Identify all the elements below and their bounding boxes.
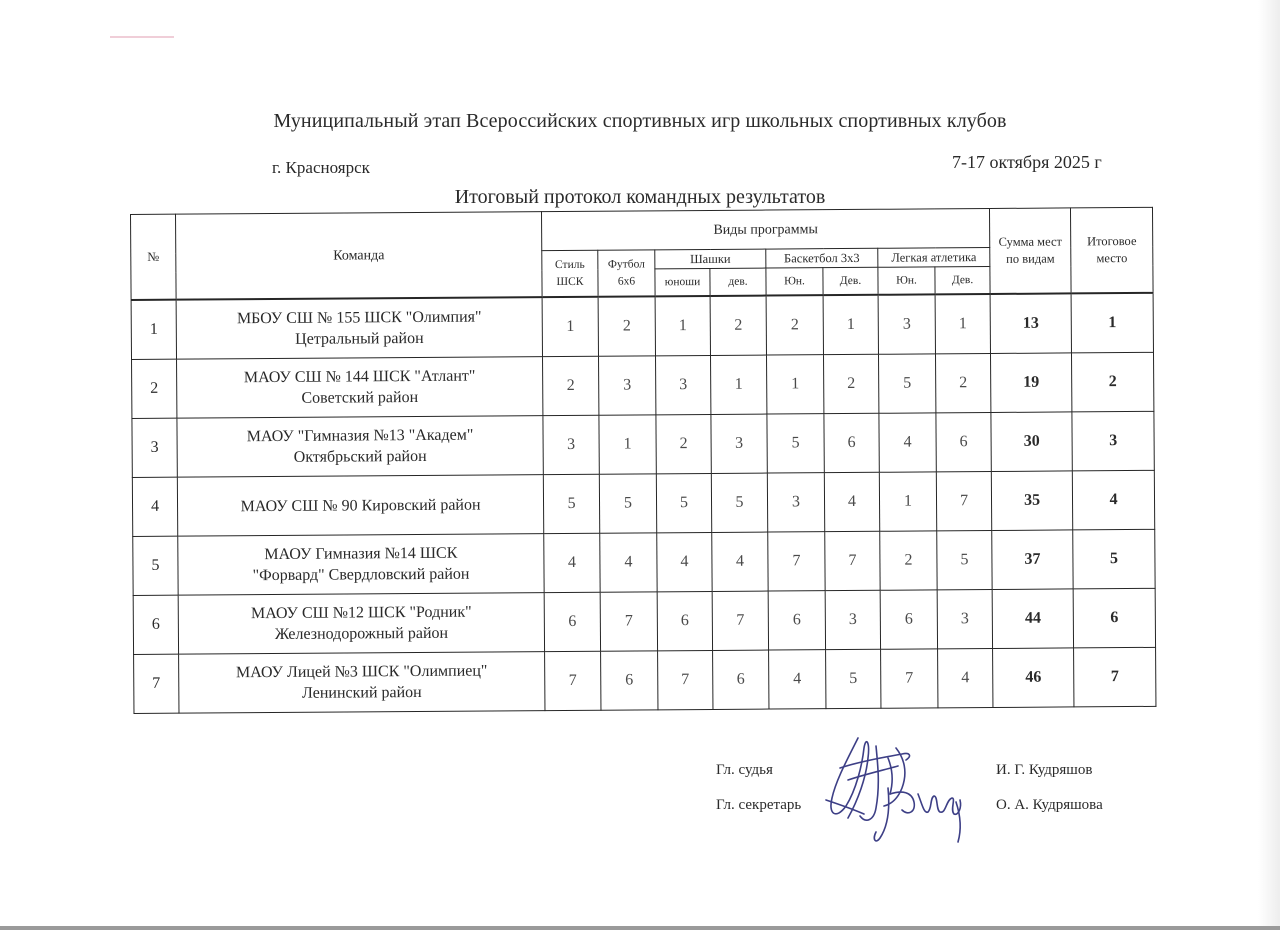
- score-basketball-boys: 7: [768, 532, 825, 591]
- final-place: 1: [1071, 293, 1153, 353]
- score-basketball-girls: 3: [825, 590, 880, 649]
- team-name: МАОУ Гимназия №14 ШСК: [264, 544, 458, 564]
- team-name: МАОУ СШ № 90 Кировский район: [240, 496, 481, 515]
- row-number: 4: [132, 477, 177, 536]
- score-basketball-girls: 1: [823, 295, 878, 355]
- header-basketball: Баскетбол 3х3: [766, 248, 878, 268]
- team-name: МАОУ "Гимназия №13 "Академ": [246, 426, 474, 446]
- score-athletics-boys: 3: [878, 294, 935, 354]
- score-basketball-girls: 4: [824, 472, 879, 531]
- header-sum: Сумма мест по видам: [990, 208, 1072, 294]
- page-bottom-edge: [0, 926, 1280, 930]
- secretary-label: Гл. секретарь: [716, 797, 802, 813]
- team-cell: [178, 593, 544, 655]
- team-district: Железнодорожный район: [274, 624, 449, 643]
- score-checkers-girls: 1: [711, 355, 767, 414]
- score-basketball-girls: 5: [826, 649, 881, 708]
- score-basketball-boys: 4: [769, 650, 826, 709]
- score-basketball-boys: 6: [768, 591, 825, 650]
- header-style: Стиль ШСК: [542, 250, 598, 297]
- dates-label: 7-17 октября 2025 г: [952, 152, 1102, 172]
- score-athletics-boys: 2: [880, 531, 937, 590]
- table-row: [133, 588, 1155, 654]
- score-checkers-boys: 3: [656, 355, 711, 414]
- final-place: 3: [1072, 411, 1154, 471]
- header-athletics-girls: Дев.: [935, 266, 990, 294]
- team-district: Советский район: [301, 388, 419, 407]
- document-title: Муниципальный этап Всероссийских спортивных игр школьных спортивных клубов: [273, 110, 1007, 132]
- score-checkers-boys: 5: [656, 473, 711, 532]
- team-name: МАОУ СШ №12 ШСК "Родник": [250, 603, 472, 623]
- secretary-name: О. А. Кудряшова: [996, 797, 1103, 813]
- table-row: [133, 529, 1155, 595]
- score-style: 2: [543, 356, 599, 415]
- protocol-subtitle: Итоговый протокол командных результатов: [454, 186, 826, 208]
- row-number: 7: [134, 654, 179, 713]
- header-checkers: Шашки: [655, 249, 766, 269]
- score-athletics-boys: 4: [879, 413, 936, 472]
- score-checkers-girls: 4: [712, 532, 768, 591]
- score-style: 4: [544, 533, 600, 592]
- table-row: [132, 470, 1154, 536]
- score-athletics-boys: 7: [881, 649, 938, 708]
- sum-of-places: 13: [990, 293, 1071, 353]
- score-athletics-girls: 6: [936, 412, 991, 471]
- score-checkers-boys: 1: [655, 296, 710, 356]
- score-football: 3: [599, 356, 656, 415]
- score-checkers-girls: 5: [711, 473, 767, 532]
- sum-of-places: 44: [992, 589, 1073, 649]
- paper-smudge: [110, 36, 174, 38]
- team-district: Октябрьский район: [293, 447, 427, 466]
- team-district: Цетральный район: [295, 329, 424, 348]
- score-checkers-girls: 2: [710, 296, 766, 356]
- handwritten-signature: [818, 728, 978, 852]
- score-basketball-girls: 7: [825, 531, 880, 590]
- score-athletics-boys: 5: [878, 354, 935, 413]
- final-place: 2: [1072, 352, 1154, 412]
- score-athletics-boys: 1: [879, 472, 936, 531]
- score-athletics-girls: 5: [937, 530, 992, 589]
- final-place: 6: [1073, 588, 1155, 648]
- sum-of-places: 35: [991, 471, 1072, 531]
- score-style: 3: [543, 415, 599, 474]
- score-athletics-boys: 6: [880, 590, 937, 649]
- score-basketball-boys: 2: [766, 295, 823, 355]
- results-table: [130, 207, 1157, 714]
- score-basketball-boys: 1: [767, 355, 824, 414]
- table-row: [134, 647, 1156, 713]
- header-athletics-boys: Юн.: [878, 267, 935, 295]
- header-team: Команда: [176, 212, 543, 300]
- score-athletics-girls: 4: [938, 648, 993, 707]
- sum-of-places: 46: [993, 648, 1074, 708]
- score-checkers-boys: 6: [657, 591, 712, 650]
- score-athletics-girls: 1: [935, 294, 990, 354]
- row-number: 5: [133, 536, 178, 595]
- team-district: "Форвард" Свердловский район: [252, 565, 470, 585]
- score-football: 4: [600, 533, 657, 592]
- header-num: №: [131, 214, 177, 300]
- score-athletics-girls: 2: [935, 353, 990, 412]
- row-number: 3: [132, 418, 177, 477]
- header-checkers-girls: дев.: [710, 268, 766, 296]
- team-cell: [177, 475, 543, 537]
- final-place: 7: [1074, 647, 1156, 707]
- team-cell: [178, 534, 544, 596]
- header-football: Футбол 6х6: [598, 250, 655, 297]
- row-number: 2: [132, 359, 177, 418]
- score-style: 7: [545, 651, 601, 710]
- chief-judge-label: Гл. судья: [716, 762, 773, 778]
- score-checkers-boys: 7: [658, 650, 713, 709]
- chief-judge-name: И. Г. Кудряшов: [996, 762, 1093, 778]
- score-style: 6: [544, 592, 600, 651]
- team-name: МАОУ Лицей №3 ШСК "Олимпиец": [235, 662, 488, 682]
- score-football: 5: [599, 474, 656, 533]
- header-basketball-boys: Юн.: [766, 268, 823, 296]
- header-programs: Виды программы: [541, 208, 989, 250]
- score-checkers-girls: 3: [711, 414, 767, 473]
- score-checkers-girls: 7: [712, 591, 768, 650]
- page-edge: [1258, 0, 1280, 930]
- score-basketball-girls: 6: [824, 413, 879, 472]
- team-cell: [177, 416, 543, 478]
- table-row: [131, 293, 1153, 360]
- sum-of-places: 30: [991, 412, 1072, 472]
- score-football: 2: [598, 296, 655, 356]
- score-athletics-girls: 7: [936, 471, 991, 530]
- sum-of-places: 19: [991, 353, 1072, 413]
- team-district: Ленинский район: [301, 683, 422, 702]
- header-athletics: Легкая атлетика: [878, 247, 990, 267]
- team-name: МБОУ СШ № 155 ШСК "Олимпия": [236, 308, 482, 328]
- table-row: [132, 352, 1154, 418]
- header-checkers-boys: юноши: [655, 268, 710, 296]
- score-style: 5: [543, 474, 599, 533]
- team-cell: [177, 357, 543, 419]
- score-football: 6: [601, 651, 658, 710]
- header-final-place: Итоговое место: [1071, 207, 1154, 293]
- score-basketball-boys: 5: [767, 414, 824, 473]
- score-checkers-girls: 6: [713, 650, 769, 709]
- score-checkers-boys: 2: [656, 414, 711, 473]
- header-basketball-girls: Дев.: [823, 267, 878, 295]
- city-label: г. Красноярск: [272, 158, 370, 177]
- score-athletics-girls: 3: [937, 589, 992, 648]
- final-place: 4: [1072, 470, 1154, 530]
- score-style: 1: [542, 297, 598, 357]
- row-number: 6: [133, 595, 178, 654]
- score-football: 7: [600, 592, 657, 651]
- team-cell: [176, 297, 542, 359]
- team-name: МАОУ СШ № 144 ШСК "Атлант": [243, 367, 476, 387]
- score-football: 1: [599, 415, 656, 474]
- score-checkers-boys: 4: [657, 532, 712, 591]
- team-cell: [179, 652, 545, 714]
- score-basketball-girls: 2: [823, 354, 878, 413]
- final-place: 5: [1073, 529, 1155, 589]
- sum-of-places: 37: [992, 530, 1073, 590]
- row-number: 1: [131, 300, 176, 360]
- score-basketball-boys: 3: [767, 473, 824, 532]
- table-row: [132, 411, 1154, 477]
